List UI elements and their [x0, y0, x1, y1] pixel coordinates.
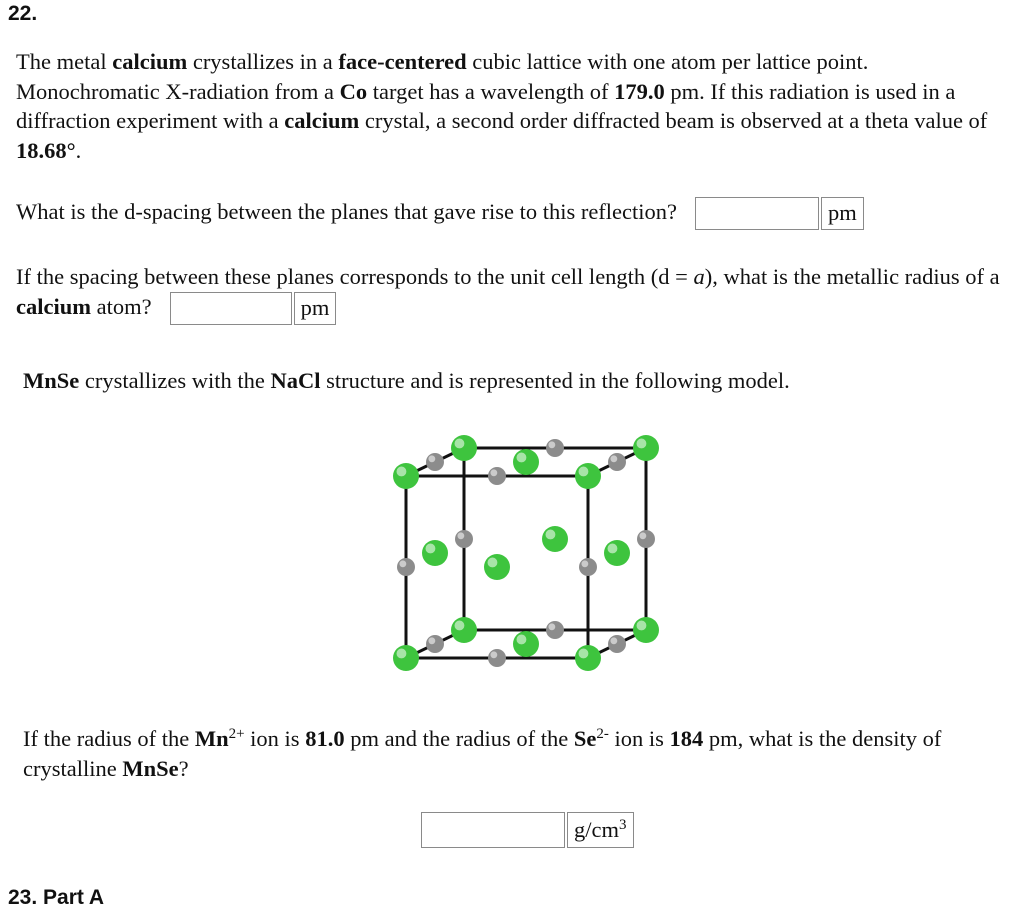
- sphere-highlight: [490, 469, 497, 476]
- large-ion-sphere: [575, 463, 601, 489]
- sphere-body: [455, 530, 473, 548]
- bold-text: Co: [339, 78, 368, 104]
- question-density: [23, 724, 1018, 783]
- sphere-highlight: [610, 455, 617, 462]
- sphere-highlight: [397, 467, 407, 477]
- bold-text: face-centered: [338, 49, 467, 74]
- bold-text: calcium: [112, 49, 188, 74]
- sphere-highlight: [428, 637, 435, 644]
- text: The metal: [16, 49, 113, 74]
- small-ion-sphere: [637, 530, 655, 548]
- sphere-highlight: [639, 532, 646, 539]
- question-number: 22.: [8, 2, 38, 25]
- small-ion-sphere: [579, 558, 597, 576]
- next-question-heading: 23. Part A: [8, 886, 105, 909]
- text: crystallizes in a: [187, 49, 339, 74]
- sphere-body: [484, 554, 510, 580]
- sphere-highlight: [457, 532, 464, 539]
- bold-text: Mn: [194, 726, 229, 751]
- sphere-highlight: [517, 453, 527, 463]
- large-ion-sphere: [451, 617, 477, 643]
- bold-text: MnSe: [23, 368, 80, 393]
- sphere-highlight: [581, 560, 588, 567]
- large-ion-sphere: [513, 449, 539, 475]
- sphere-body: [575, 645, 601, 671]
- sphere-body: [451, 617, 477, 643]
- sphere-highlight: [517, 635, 527, 645]
- text: If the radius of the: [23, 726, 195, 751]
- bold-text: calcium: [284, 108, 360, 133]
- sphere-highlight: [610, 637, 617, 644]
- sphere-body: [637, 530, 655, 548]
- large-ion-sphere: [633, 435, 659, 461]
- sphere-highlight: [637, 439, 647, 449]
- bold-text: 179.0: [614, 78, 665, 104]
- bold-text: 81.0: [305, 726, 345, 751]
- unit-label: [567, 812, 634, 848]
- small-ion-sphere: [608, 635, 626, 653]
- text: crystal, a second order diffracted beam is observed at a theta value of: [359, 108, 988, 133]
- sphere-body: [608, 635, 626, 653]
- sphere-highlight: [579, 649, 589, 659]
- small-ion-sphere: [546, 621, 564, 639]
- text: structure and is represented in the following model.: [320, 368, 790, 393]
- sphere-body: [422, 540, 448, 566]
- large-ion-sphere: [451, 435, 477, 461]
- large-ion-sphere: [633, 617, 659, 643]
- small-ion-sphere: [488, 467, 506, 485]
- superscript: 2-: [596, 726, 609, 742]
- italic-text: a: [693, 264, 705, 289]
- large-ion-sphere: [604, 540, 630, 566]
- text: pm. If this radiation is used in a diffraction experiment with a: [16, 78, 956, 133]
- sphere-body: [633, 435, 659, 461]
- large-ion-sphere: [422, 540, 448, 566]
- text: ?: [178, 755, 189, 781]
- bold-text: MnSe: [122, 755, 179, 781]
- small-ion-sphere: [608, 453, 626, 471]
- density-answer-group: [421, 812, 634, 848]
- unit-label: pm: [294, 292, 337, 325]
- sphere-highlight: [428, 455, 435, 462]
- bold-text: 18.68°: [16, 137, 76, 163]
- sphere-highlight: [546, 530, 556, 540]
- large-ion-sphere: [393, 645, 419, 671]
- sphere-highlight: [455, 621, 465, 631]
- text: ion is: [608, 726, 670, 751]
- superscript: 2+: [228, 726, 245, 742]
- sphere-body: [451, 435, 477, 461]
- unit-label: pm: [821, 197, 864, 230]
- sphere-body: [393, 463, 419, 489]
- small-ion-sphere: [426, 635, 444, 653]
- sphere-highlight: [397, 649, 407, 659]
- sphere-body: [426, 453, 444, 471]
- sphere-body: [488, 467, 506, 485]
- large-ion-sphere: [542, 526, 568, 552]
- sphere-body: [513, 449, 539, 475]
- sphere-body: [488, 649, 506, 667]
- unit-text: g/cm: [574, 817, 619, 842]
- sphere-highlight: [608, 544, 618, 554]
- large-ion-sphere: [575, 645, 601, 671]
- bold-text: Se: [573, 726, 597, 751]
- text: ), what is the metallic radius of a: [704, 264, 1000, 289]
- text: pm, what is the density of crystalline: [23, 726, 942, 781]
- small-ion-sphere: [488, 649, 506, 667]
- sphere-body: [608, 453, 626, 471]
- text: crystallizes with the: [79, 368, 271, 393]
- sphere-highlight: [548, 623, 555, 630]
- bold-text: calcium: [16, 293, 91, 319]
- sphere-highlight: [579, 467, 589, 477]
- large-ion-sphere: [393, 463, 419, 489]
- sphere-body: [579, 558, 597, 576]
- sphere-body: [397, 558, 415, 576]
- text: target has a wavelength of: [367, 78, 615, 104]
- sphere-body: [513, 631, 539, 657]
- sphere-body: [546, 621, 564, 639]
- question-prompt: What is the d-spacing between the planes that gave rise to this reflection?: [16, 199, 678, 224]
- small-ion-sphere: [426, 453, 444, 471]
- sphere-highlight: [399, 560, 406, 567]
- sphere-highlight: [637, 621, 647, 631]
- sphere-body: [633, 617, 659, 643]
- sphere-body: [575, 463, 601, 489]
- sphere-body: [393, 645, 419, 671]
- small-ion-sphere: [455, 530, 473, 548]
- text: .: [75, 137, 82, 163]
- sphere-highlight: [426, 544, 436, 554]
- large-ion-sphere: [513, 631, 539, 657]
- sphere-highlight: [488, 558, 498, 568]
- density-answer-input[interactable]: [421, 812, 565, 848]
- bold-text: NaCl: [270, 368, 321, 393]
- sphere-body: [604, 540, 630, 566]
- large-ion-sphere: [484, 554, 510, 580]
- superscript: 3: [619, 817, 627, 833]
- text: atom?: [90, 293, 152, 319]
- small-ion-sphere: [546, 439, 564, 457]
- sphere-body: [542, 526, 568, 552]
- sphere-body: [546, 439, 564, 457]
- bold-text: 184: [669, 726, 704, 751]
- text: pm and the radius of the: [344, 726, 574, 751]
- small-ion-sphere: [397, 558, 415, 576]
- text: cubic lattice with one atom per lattice point. Monochromatic X-radiation from a: [16, 49, 869, 104]
- text: If the spacing between these planes corresponds to the unit cell length (d =: [16, 264, 694, 289]
- sphere-highlight: [455, 439, 465, 449]
- sphere-highlight: [548, 441, 555, 448]
- text: ion is: [244, 726, 306, 751]
- sphere-highlight: [490, 651, 497, 658]
- sphere-body: [426, 635, 444, 653]
